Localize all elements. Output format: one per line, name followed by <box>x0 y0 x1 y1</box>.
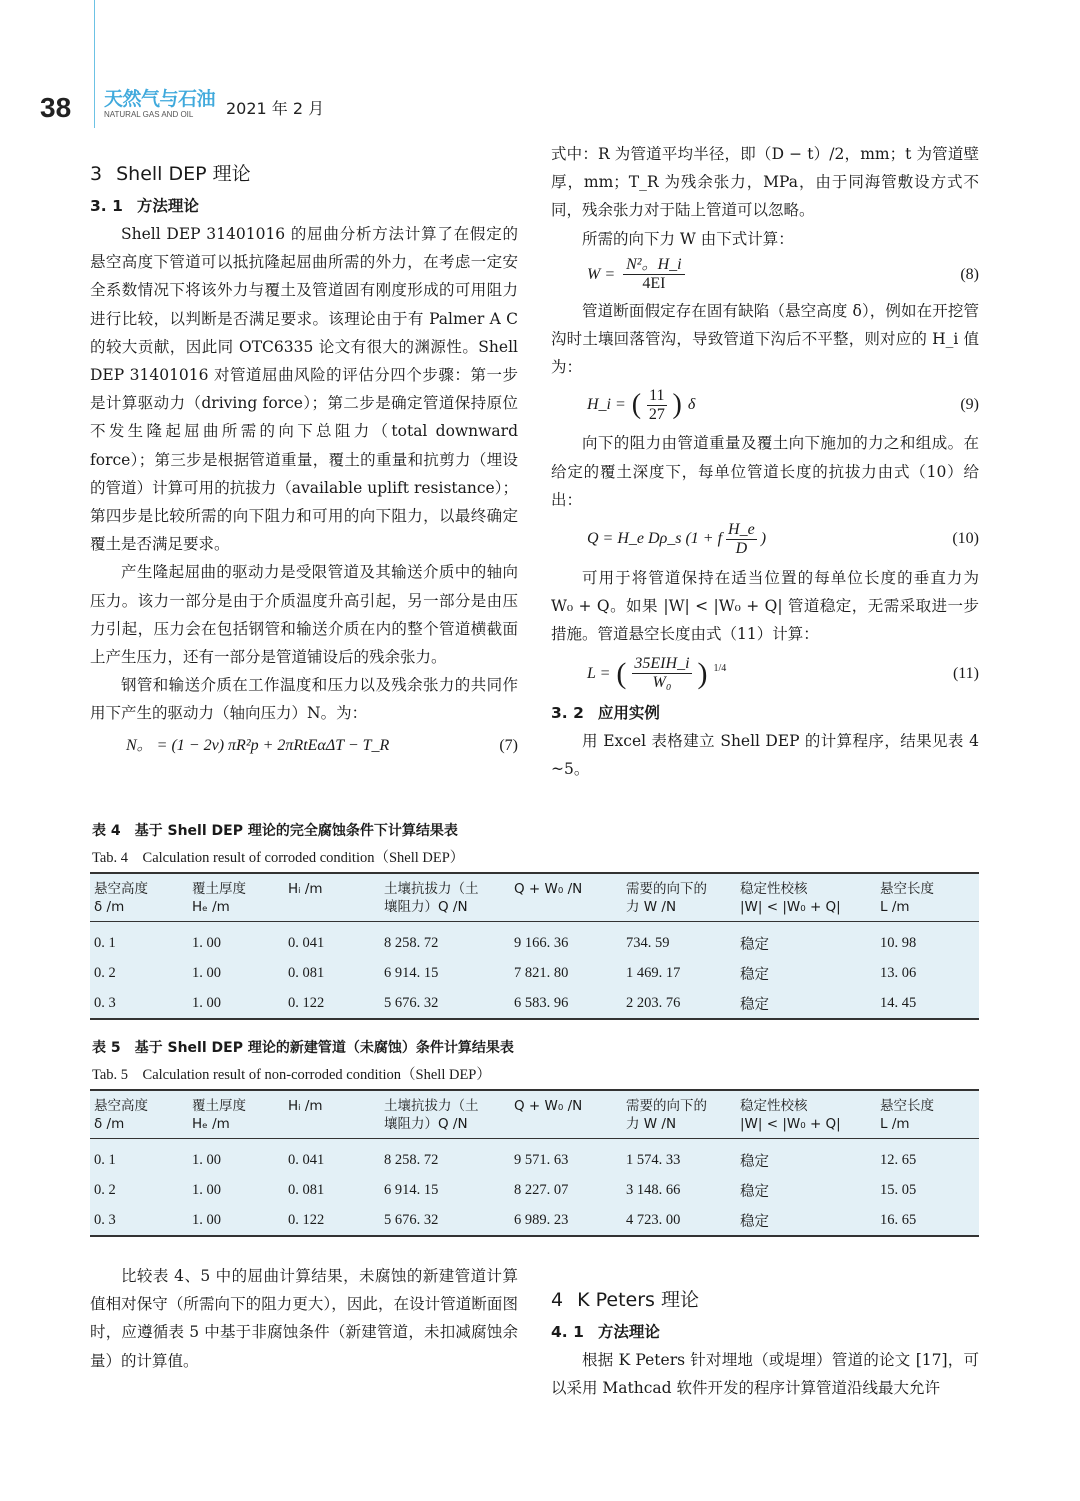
table-cell: 0. 122 <box>288 994 325 1011</box>
table-5-caption-cn: 表 5 基于 Shell DEP 理论的新建管道（未腐蚀）条件计算结果表 <box>92 1040 514 1056</box>
column-header: 悬空高度 δ /m <box>90 1090 188 1139</box>
table-cell: 8 258. 72 <box>384 934 439 951</box>
journal-name-cn: 天然气与石油 <box>104 88 216 110</box>
table-row <box>90 988 979 1019</box>
table-cell: 6 914. 15 <box>384 1181 439 1198</box>
paragraph: 根据 K Peters 针对埋地（或堤埋）管道的论文 [17]，可以采用 Mathcad 软件开发的程序计算管道沿线最大允许 <box>551 1351 979 1398</box>
table-cell: 稳定 <box>740 1153 769 1170</box>
table-cell: 8 258. 72 <box>384 1151 439 1168</box>
equation-9: H_i = ( 11 27 ) δ (9) <box>587 386 979 423</box>
table-cell: 5 676. 32 <box>384 994 439 1011</box>
table-cell: 0. 2 <box>94 1181 116 1198</box>
equation-7 <box>90 732 518 760</box>
table-cell: 8 227. 07 <box>514 1181 569 1198</box>
header-divider <box>94 0 95 128</box>
journal-name-en: NATURAL GAS AND OIL <box>104 110 194 119</box>
table-cell: 1. 00 <box>192 1151 221 1168</box>
table-cell: 1. 00 <box>192 1211 221 1228</box>
paragraph: 用 Excel 表格建立 Shell DEP 的计算程序，结果见表 4 ~5。 <box>551 731 979 778</box>
bottom-left-column <box>90 1262 518 1375</box>
table-cell: 16. 65 <box>880 1211 917 1228</box>
paragraph: 比较表 4、5 中的屈曲计算结果，未腐蚀的新建管道计算值相对保守（所需向下的阻力更大），因此，在设计管道断面图时，应遵循表 5 中基于非腐蚀条件（新建管道，未扣减腐蚀余量）的计算值。 <box>90 1267 518 1370</box>
table-cell: 0. 3 <box>94 994 116 1011</box>
table-cell: 734. 59 <box>626 934 670 951</box>
table-cell: 1. 00 <box>192 994 221 1011</box>
table-cell: 0. 081 <box>288 964 325 981</box>
column-header: 需要的向下的 力 W /N <box>622 873 736 922</box>
table-header-row <box>90 1090 979 1139</box>
table-cell: 3 148. 66 <box>626 1181 681 1198</box>
table-cell: 0. 2 <box>94 964 116 981</box>
table-cell: 9 166. 36 <box>514 934 569 951</box>
equation-8: W = $\frac{\text{N²。H\_i}}{4EI}$ (8) <box>587 256 979 293</box>
table-cell: 稳定 <box>740 966 769 983</box>
table-cell: 14. 45 <box>880 994 917 1011</box>
table-header-row <box>90 873 979 922</box>
column-header: Q + W₀ /N <box>510 873 622 922</box>
paragraph: 钢管和输送介质在工作温度和压力以及残余张力的共同作用下产生的驱动力（轴向压力）N。为： <box>90 676 518 723</box>
table-cell: 1. 00 <box>192 964 221 981</box>
right-column <box>551 140 979 783</box>
table-row <box>90 1175 979 1205</box>
paragraph: 管道断面假定存在固有缺陷（悬空高度 δ），例如在开挖管沟时土壤回落管沟，导致管道下沟后不平整，则对应的 H_i 值为： <box>551 301 979 377</box>
table-cell: 6 583. 96 <box>514 994 569 1011</box>
paragraph: 向下的阻力由管道重量及覆土向下施加的力之和组成。在给定的覆土深度下，每单位管道长度的抗拔力由式（10）给出： <box>551 434 979 509</box>
table-cell: 0. 1 <box>94 1151 116 1168</box>
column-header: 悬空长度 L /m <box>876 873 979 922</box>
paragraph: Shell DEP 31401016 的屈曲分析方法计算了在假定的悬空高度下管道可以抵抗隆起屈曲所需的外力，在考虑一定安全系数情况下将该外力与覆土及管道固有刚度形成的可用阻力进行比较，以判断是否满足要求。该理论由于有 Palmer A C 的较大贡献，因此同 OTC6335 论文有很大的渊源性。Shell DEP 31401016 对管道屈曲风险的评估分四个步骤：第一步是计算驱动力（driving force）；第二步是确定管道保持原位不发生隆起屈曲所需的向下总阻力（total downward force）；第三步是根据管道重量，覆土的重量和抗剪力（埋设的管道）计算可用的抗拔力（available uplift resistance）；第四步是比较所需的向下阻力和可用的向下阻力，以最终确定覆土是否满足要求。 <box>90 225 518 554</box>
table-cell: 稳定 <box>740 996 769 1013</box>
subsection-3-2-heading: 3. 2 应用实例 <box>551 703 660 722</box>
paragraph: 所需的向下力 W 由下式计算： <box>582 229 794 248</box>
paragraph: 可用于将管道保持在适当位置的每单位长度的垂直力为 W₀ + Q。如果 |W| < |W₀ + Q| 管道稳定，无需采取进一步措施。管道悬空长度由式（11）计算： <box>551 569 979 644</box>
table-cell: 6 914. 15 <box>384 964 439 981</box>
table-cell: 13. 06 <box>880 964 917 981</box>
subsection-4-1-heading: 4. 1 方法理论 <box>551 1323 660 1341</box>
table-row <box>90 1139 979 1176</box>
paragraph: 式中：R 为管道平均半径，即（D − t）/2，mm；t 为管道壁厚，mm；T_R 为残余张力，MPa，由于同海管敷设方式不同，残余张力对于陆上管道可以忽略。 <box>551 145 979 220</box>
table-cell: 6 989. 23 <box>514 1211 569 1228</box>
section-3-heading: 3 Shell DEP 理论 <box>90 163 251 185</box>
table-cell: 10. 98 <box>880 934 917 951</box>
table-cell: 12. 65 <box>880 1151 917 1168</box>
table-4-caption-cn: 表 4 基于 Shell DEP 理论的完全腐蚀条件下计算结果表 <box>92 823 458 839</box>
table-cell: 1. 00 <box>192 1181 221 1198</box>
column-header: 覆土厚度 Hₑ /m <box>188 873 284 922</box>
section-4-heading: 4 K Peters 理论 <box>551 1289 699 1311</box>
equation-7-body: N。 = (1 − 2ν) πR²p + 2πRtEαΔT − T_R <box>126 736 390 754</box>
table-row <box>90 922 979 959</box>
column-header: 土壤抗拔力（土 壤阻力）Q /N <box>380 1090 510 1139</box>
column-header: Q + W₀ /N <box>510 1090 622 1139</box>
table-cell: 5 676. 32 <box>384 1211 439 1228</box>
table-cell: 0. 122 <box>288 1211 325 1228</box>
table-row <box>90 1205 979 1236</box>
table-cell: 2 203. 76 <box>626 994 681 1011</box>
table-cell: 7 821. 80 <box>514 964 569 981</box>
table-5 <box>90 1089 979 1237</box>
column-header: 覆土厚度 Hₑ /m <box>188 1090 284 1139</box>
column-header: 土壤抗拔力（土 壤阻力）Q /N <box>380 873 510 922</box>
table-cell: 1 574. 33 <box>626 1151 681 1168</box>
table-cell: 0. 081 <box>288 1181 325 1198</box>
table-cell: 稳定 <box>740 1183 769 1200</box>
column-header: 稳定性校核 |W| < |W₀ + Q| <box>736 873 876 922</box>
table-cell: 1. 00 <box>192 934 221 951</box>
table-row <box>90 958 979 988</box>
equation-10: Q = H_e Dρ_s (1 + f H_e D ) (10) <box>587 520 979 557</box>
table-5-caption-en: Tab. 5 Calculation result of non-corroded condition（Shell DEP） <box>92 1067 491 1083</box>
equation-11: L = ( 35EIH_i W₀ ) 1/4 (11) <box>587 655 979 692</box>
bottom-right-column <box>551 1286 979 1402</box>
table-cell: 9 571. 63 <box>514 1151 569 1168</box>
equation-7-number: (7) <box>499 736 518 754</box>
column-header: 稳定性校核 |W| < |W₀ + Q| <box>736 1090 876 1139</box>
table-cell: 0. 3 <box>94 1211 116 1228</box>
column-header: Hᵢ /m <box>284 1090 380 1139</box>
column-header: Hᵢ /m <box>284 873 380 922</box>
table-cell: 稳定 <box>740 936 769 953</box>
issue-date: 2021 年 2 月 <box>226 99 325 118</box>
table-4 <box>90 872 979 1020</box>
table-cell: 0. 041 <box>288 934 325 951</box>
table-cell: 0. 1 <box>94 934 116 951</box>
left-column <box>90 160 518 760</box>
column-header: 悬空高度 δ /m <box>90 873 188 922</box>
table-cell: 稳定 <box>740 1213 769 1230</box>
table-cell: 15. 05 <box>880 1181 917 1198</box>
page-number: 38 <box>40 92 72 123</box>
table-cell: 4 723. 00 <box>626 1211 681 1228</box>
subsection-3-1-heading: 3. 1 方法理论 <box>90 197 199 215</box>
table-4-caption-en: Tab. 4 Calculation result of corroded condition（Shell DEP） <box>92 850 465 866</box>
table-cell: 0. 041 <box>288 1151 325 1168</box>
column-header: 需要的向下的 力 W /N <box>622 1090 736 1139</box>
table-cell: 1 469. 17 <box>626 964 681 981</box>
paragraph: 产生隆起屈曲的驱动力是受限管道及其输送介质中的轴向压力。该力一部分是由于介质温度升高引起，另一部分是由压力引起，压力会在包括钢管和输送介质在内的整个管道横截面上产生压力，还有一部分是管道铺设后的残余张力。 <box>90 563 518 667</box>
column-header: 悬空长度 L /m <box>876 1090 979 1139</box>
